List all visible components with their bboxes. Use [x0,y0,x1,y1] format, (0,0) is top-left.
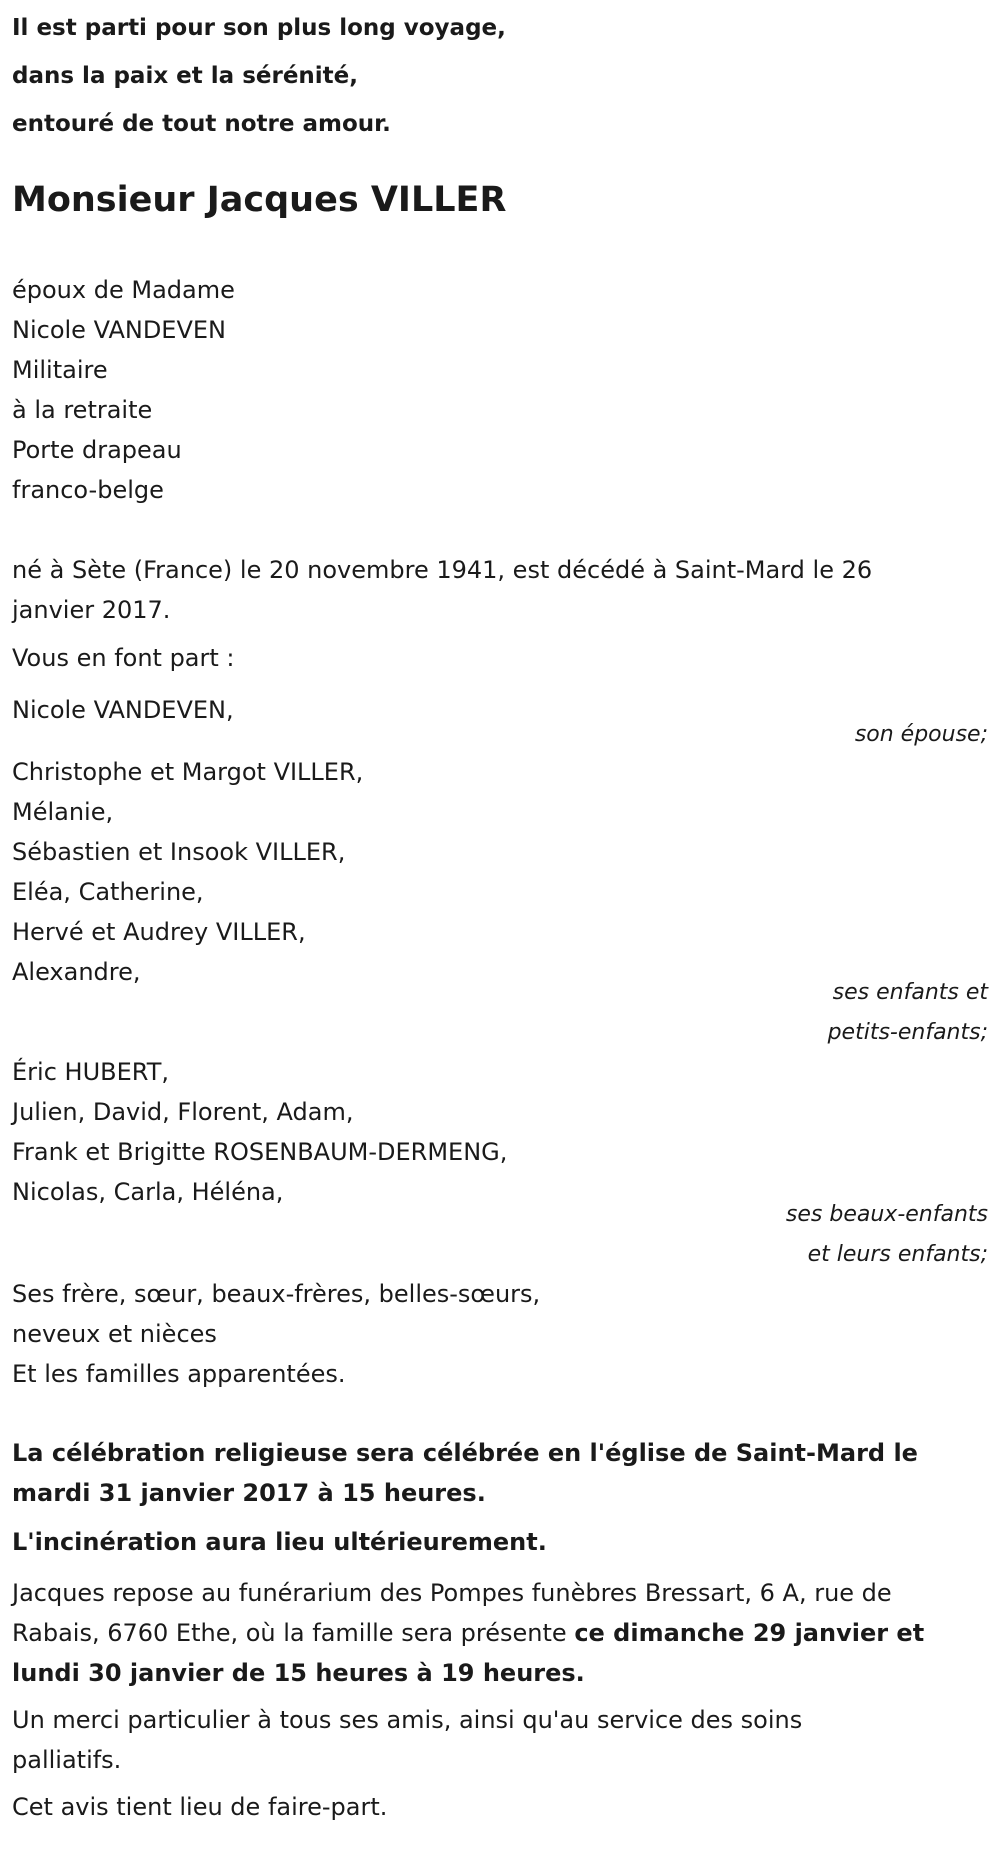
bio-block [12,270,988,510]
family-member: Julien, David, Florent, Adam, [12,1098,354,1126]
stepchildren-members [12,1052,988,1212]
family-member: neveux et nièces [12,1320,217,1348]
family-member: Nicolas, Carla, Héléna, [12,1178,284,1206]
intro-line: Il est parti pour son plus long voyage, [12,15,506,41]
family-member: Christophe et Margot VILLER, [12,758,364,786]
children-role: ses enfants et petits-enfants; [827,980,988,1045]
spouse-role: son épouse; [854,722,988,747]
ceremony-notice: La célébration religieuse sera célébrée en l'église de Saint-Mard le mardi 31 janvier 2017 à 15 heures. [12,1439,918,1507]
bio-line: franco-belge [12,476,164,504]
intro-line: dans la paix et la sérénité, [12,63,359,89]
family-member: Éric HUBERT, [12,1058,169,1086]
intro-line: entouré de tout notre amour. [12,111,391,137]
thanks-notice: Un merci particulier à tous ses amis, ainsi qu'au service des soins palliatifs. [12,1706,803,1774]
intro-verse [12,4,712,148]
announce-text: Vous en font part : [12,644,235,672]
children-members [12,752,988,992]
closing-notice: Cet avis tient lieu de faire-part. [12,1793,388,1821]
funerarium-notice: Jacques repose au funérarium des Pompes funèbres Bressart, 6 A, rue de Rabais, 6760 Ethe, où la famille sera présente ce dimanche 29 janvier et lundi 30 janvier de 15 heures à 19 heures. [12,1579,925,1687]
other-relatives [12,1274,988,1394]
birth-death-line: né à Sète (France) le 20 novembre 1941, est décédé à Saint-Mard le 26 [12,556,873,584]
family-member: Ses frère, sœur, beaux-frères, belles-sœurs, [12,1280,541,1308]
deceased-name: Monsieur Jacques VILLER [12,180,507,220]
bio-line: Porte drapeau [12,436,182,464]
family-member: Mélanie, [12,798,114,826]
family-member: Eléa, Catherine, [12,878,204,906]
stepchildren-role: ses beaux-enfants et leurs enfants; [785,1202,988,1267]
family-member: Alexandre, [12,958,141,986]
bio-line: Militaire [12,356,108,384]
birth-death-statement [12,550,988,630]
birth-death-line: janvier 2017. [12,596,171,624]
family-member: Nicole VANDEVEN, [12,696,234,724]
family-member: Hervé et Audrey VILLER, [12,918,306,946]
family-member: Frank et Brigitte ROSENBAUM-DERMENG, [12,1138,508,1166]
bio-line: époux de Madame [12,276,235,304]
incineration-notice: L'incinération aura lieu ultérieurement. [12,1528,547,1556]
bio-line: Nicole VANDEVEN [12,316,226,344]
family-member: Sébastien et Insook VILLER, [12,838,346,866]
bio-line: à la retraite [12,396,153,424]
family-member: Et les familles apparentées. [12,1360,346,1388]
